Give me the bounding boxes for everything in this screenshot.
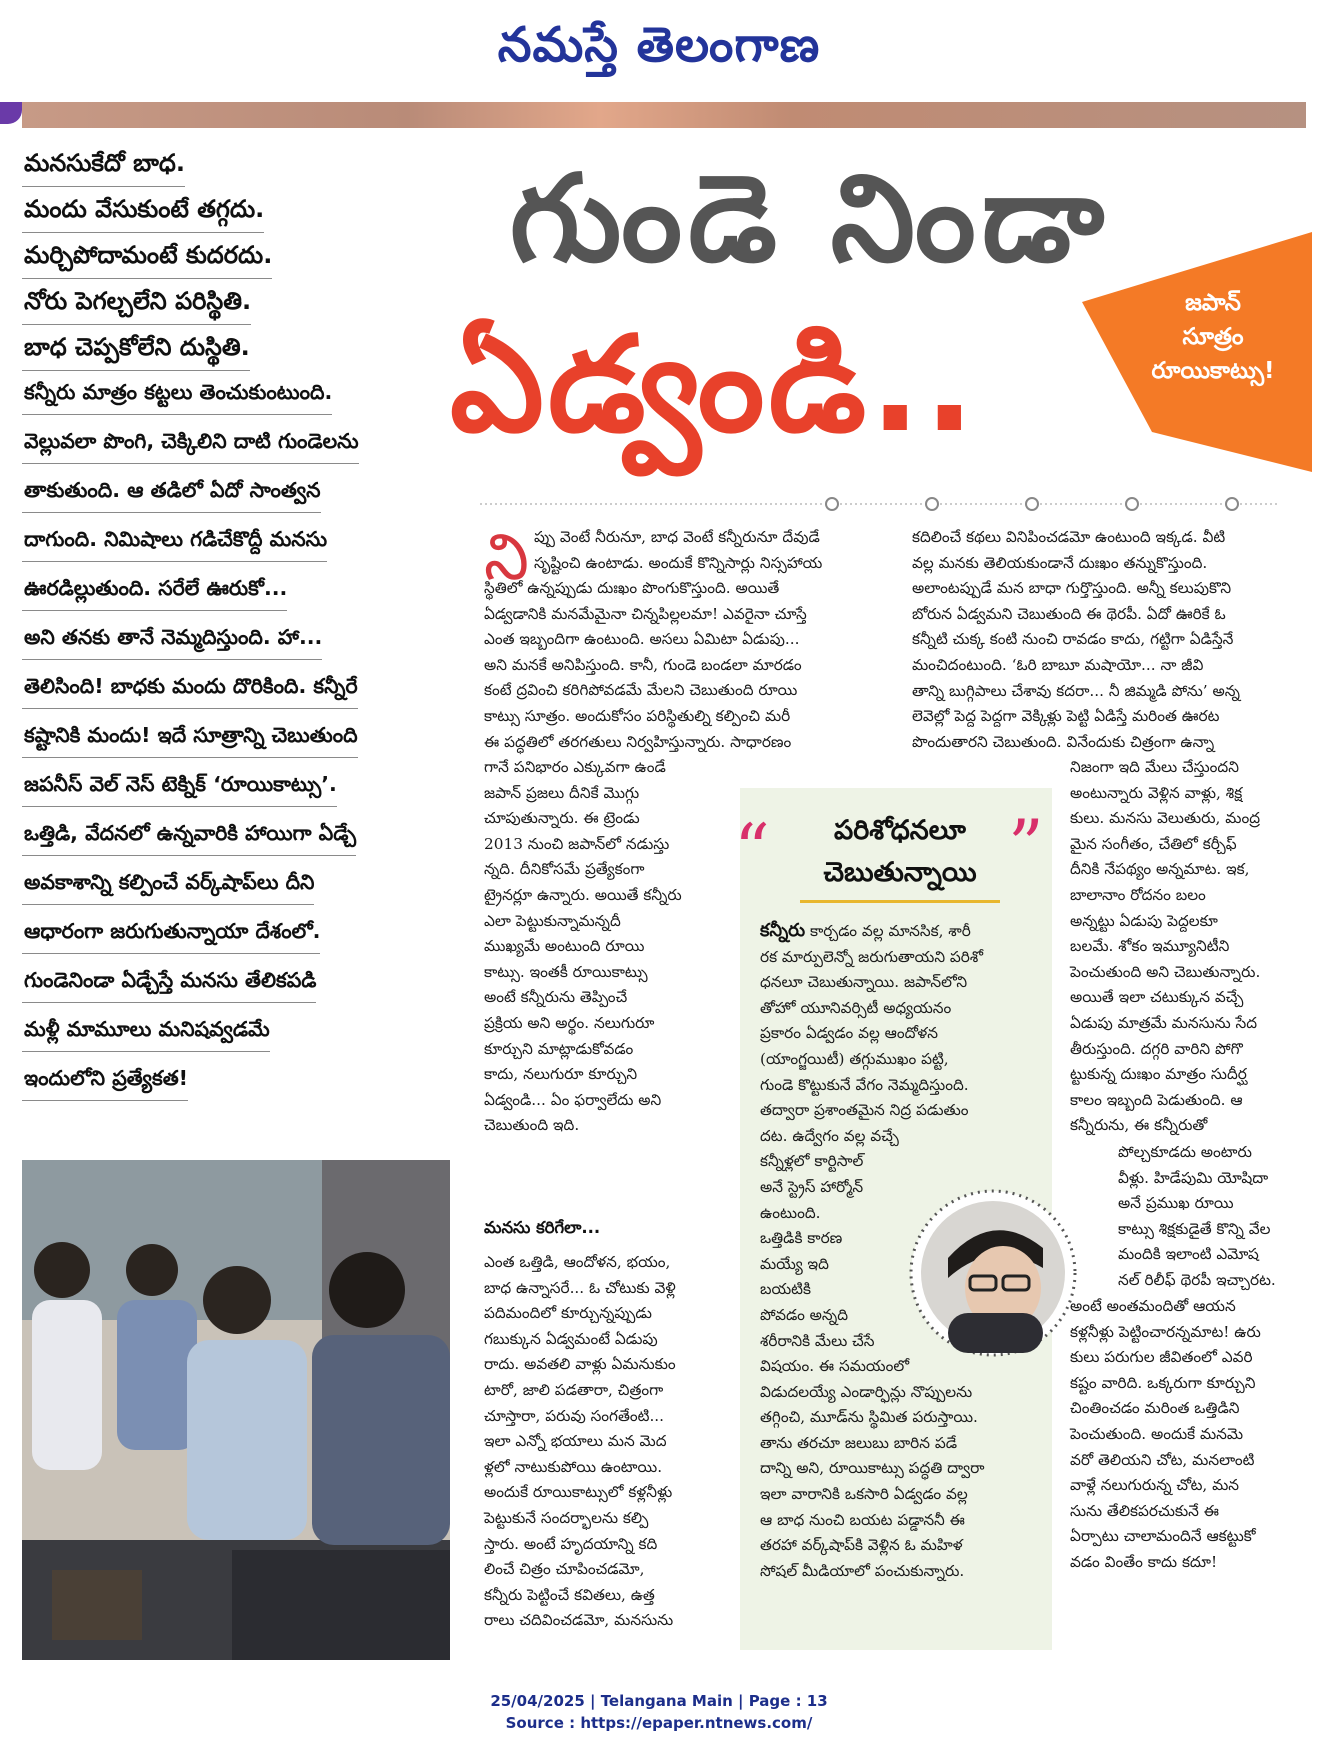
text-line: బాధ ఉన్నాసరే... ఓ చోటుకు వెళ్లి xyxy=(484,1278,676,1297)
text-line: (యాంగ్జయిటీ) తగ్గుముఖం పట్టి, xyxy=(760,1049,949,1068)
text-line: మయ్యే ఇది xyxy=(760,1254,829,1273)
intro-line: తెలిసింది! బాధకు మందు దొరికింది. కన్నీరే xyxy=(22,666,358,709)
text-line: స్థితిలో ఉన్నప్పుడు దుఃఖం పొంగుకొస్తుంది. అయితే xyxy=(484,579,780,597)
text-line: సును తేలికపరచుకునే ఈ xyxy=(1070,1501,1219,1520)
body-paragraph xyxy=(484,576,807,755)
text-line: చెబుతుంది ఇది. xyxy=(484,1116,580,1135)
section-subhead: మనసు కరిగేలా... xyxy=(484,1218,601,1237)
text-line: గుండె కొట్టుకునే వేగం నెమ్మదిస్తుంది. xyxy=(760,1075,969,1094)
text-line: అంటే అంతమందితో ఆయన xyxy=(1070,1297,1236,1315)
text-line: ఒత్తిడికి కారణ xyxy=(760,1229,843,1248)
text-line: పోల్చకూడదు అంటారు xyxy=(1118,1143,1252,1161)
intro-line: ఆధారంగా జరుగుతున్నాయా దేశంలో. xyxy=(22,911,320,954)
intro-line: బాధ చెప్పకోలేని దుస్థితి. xyxy=(22,326,250,371)
text-line: ఉంటుంది. xyxy=(760,1203,821,1222)
text-line xyxy=(760,918,984,945)
text-line: కూర్చుని మాట్లాడుకోవడం xyxy=(484,1039,634,1058)
text-line: కన్నీరును, ఈ కన్నీరుతో xyxy=(1070,1116,1208,1135)
text-line: అని మనకే అనిపిస్తుంది. కానీ, గుండె బండలా మారడం xyxy=(484,655,802,674)
text-line: విషయం. ఈ సమయంలో xyxy=(760,1357,910,1376)
text-line: కష్టం వారిది. ఒక్కరుగా కూర్చుని xyxy=(1070,1373,1256,1392)
text-line: అనే ప్రముఖ రూయి xyxy=(1118,1194,1234,1213)
body-paragraph xyxy=(1070,1294,1261,1576)
text-line: దీనికి నేపథ్యం అన్నమాట. ఇక, xyxy=(1070,860,1250,879)
text-line: కన్నీళ్లలో కార్టిసాల్ xyxy=(760,1152,864,1171)
intro-line: కష్టానికి మందు! ఇదే సూత్రాన్ని చెబుతుంది xyxy=(22,715,358,758)
text-fragment: కార్చడం వల్ల మానసిక, శారీ xyxy=(809,922,971,940)
text-line: ట్రైనర్లూ ఉన్నారు. అయితే కన్నీరు xyxy=(484,885,682,904)
badge-text xyxy=(1128,286,1298,388)
page-footer xyxy=(0,1690,1318,1734)
body-paragraph xyxy=(484,755,682,1139)
text-line: విడుదలయ్యే ఎండార్ఫిన్లు నొప్పులను xyxy=(760,1382,973,1401)
text-line: తాన్ని బుగ్గిపాలు చేశావు కదరా... నీ జిమ్మడి పోను’ అన్న xyxy=(912,681,1240,700)
text-line: ళ్లలో నాటుకుపోయి ఉంటాయి. xyxy=(484,1457,663,1476)
text-line: చూస్తారా, పరువు సంగతేంటి... xyxy=(484,1406,665,1425)
body-paragraph xyxy=(1118,1140,1276,1294)
text-line: పెట్టుకునే సందర్భాలను కల్పి xyxy=(484,1508,649,1527)
intro-line: అని తనకు తానే నెమ్మదిస్తుంది. హా... xyxy=(22,617,322,660)
text-line: రక మార్పులెన్నో జరుగుతాయని పరిశో xyxy=(760,947,984,966)
text-line: లించే చిత్రం చూపించడమో, xyxy=(484,1560,645,1579)
text-line: కాట్సు సూత్రం. అందుకోసం పరిస్థితుల్ని కల్పించి మరీ xyxy=(484,706,791,725)
box-title-line: పరిశోధనలూ xyxy=(834,815,966,846)
text-line: ధనలూ చెబుతున్నాయి. జపాన్‌లోని xyxy=(760,973,968,992)
intro-line: గుండెనిండా ఏడ్చేస్తే మనసు తేలికపడి xyxy=(22,960,316,1003)
headline-line-1: గుండె నిండా xyxy=(509,150,1111,289)
text-line: కళ్లనీళ్లు పెట్టించారన్నమాట! ఉరు xyxy=(1070,1322,1261,1341)
headline-line-2: ఏడ్వండి.. xyxy=(450,308,979,462)
text-line: తగ్గించి, మూడ్‌ను స్థిమిత పరుస్తాయి. xyxy=(760,1408,978,1427)
text-line: కన్నీటి చుక్క కంటి నుంచి రావడం కాదు, గట్టిగా ఏడిస్తేనే xyxy=(912,630,1234,649)
text-line: తోహో యూనివర్సిటీ అధ్యయనం xyxy=(760,998,952,1017)
box-lead-word: కన్నీరు xyxy=(760,920,806,941)
text-line: ప్పు వెంటే నీరునూ, బాధ వెంటే కన్నీరునూ దేవుడే xyxy=(534,528,820,546)
open-quote-icon: “ xyxy=(734,809,770,891)
text-line: వాళ్లే నలుగురున్న చోట, మన xyxy=(1070,1476,1240,1495)
intro-line: ఊరడిల్లుతుంది. సరేలే ఊరుకో... xyxy=(22,568,287,611)
text-line: శరీరానికి మేలు చేసే xyxy=(760,1331,875,1350)
banner-corner xyxy=(0,102,22,124)
text-line: మైన సంగీతం, చేతిలో కర్చీఫ్ xyxy=(1070,834,1237,853)
text-line: రాలు చదివించడమో, మనసును xyxy=(484,1611,674,1630)
text-line: సృష్టించి ఉంటాడు. అందుకే కొన్నిసార్లు నిస్సహాయ xyxy=(534,553,823,572)
text-line: అన్నట్టు ఏడుపు పెద్దలకూ xyxy=(1070,911,1218,930)
intro-line: మందు వేసుకుంటే తగ్గదు. xyxy=(22,188,264,233)
intro-line: అవకాశాన్ని కల్పించే వర్క్‌షాప్‌లు దీని xyxy=(22,862,314,905)
text-line: బలమే. శోకం ఇమ్యూనిటీని xyxy=(1070,937,1230,956)
text-line: ఎంత ఇబ్బందిగా ఉంటుంది. అసలు ఏమిటా ఏడుపు... xyxy=(484,630,800,649)
text-line: అయితే ఇలా చటుక్కున వచ్చే xyxy=(1070,988,1244,1007)
body-paragraph xyxy=(912,525,1240,755)
badge-line: జపాన్ xyxy=(1185,290,1241,316)
intro-line: మర్చిపోదామంటే కుదరదు. xyxy=(22,234,272,279)
text-line: కన్నీరు పెట్టించే కవితలు, ఉత్త xyxy=(484,1585,655,1604)
text-line: లెవెల్లో పెద్ద పెద్దగా వెక్కిళ్లు పెట్టి ఏడిస్తే మరింత ఊరట xyxy=(912,707,1220,726)
text-line: వరో తెలియని చోట, మనలాంటి xyxy=(1070,1450,1255,1469)
intro-line: మళ్లీ మామూలు మనిషవ్వడమే xyxy=(22,1009,270,1052)
text-line: ఆ బాధ నుంచి బయట పడ్డాననీ ఈ xyxy=(760,1510,965,1529)
text-line: ప్రక్రియ అని అర్థం. నలుగురూ xyxy=(484,1013,655,1032)
text-line: ఏడ్వండి... ఏం ఫర్వాలేదు అని xyxy=(484,1090,662,1109)
masthead-logo: నమస్తే తెలంగాణ xyxy=(497,17,821,73)
text-line: వల్ల మనకు తెలియకుండానే దుఃఖం తన్నుకొస్తుంది. xyxy=(912,553,1208,572)
text-line: మంచిదంటుంది. ‘ఓరి బాబూ మషాయో... నా జీవి xyxy=(912,655,1204,674)
text-line: ట్టుకున్న దుఃఖం మాత్రం సుదీర్ఘ xyxy=(1070,1065,1247,1084)
portrait-photo xyxy=(908,1188,1078,1358)
text-line: అంటున్నారు వెళ్లిన వాళ్లు, శిక్ష xyxy=(1070,783,1243,802)
box-title xyxy=(800,810,1000,894)
intro-line: మనసుకేదో బాధ. xyxy=(22,142,185,187)
text-line: కాట్సు శిక్షకుడైతే కొన్ని వేల xyxy=(1118,1219,1271,1238)
text-line: ఎంత ఒత్తిడి, ఆందోళన, భయం, xyxy=(484,1253,671,1271)
body-paragraph xyxy=(534,525,822,576)
text-line: ముఖ్యమే అంటుంది రూయి xyxy=(484,937,645,956)
text-line: దట. ఉద్వేగం వల్ల వచ్చే xyxy=(760,1126,899,1145)
dotted-separator xyxy=(480,496,1280,512)
intro-line: ఇందులోని ప్రత్యేకత! xyxy=(22,1058,188,1101)
text-line: న్నది. దీనికోసమే ప్రత్యేకంగా xyxy=(484,860,645,879)
text-line: స్తారు. అంటే హృదయాన్ని కది xyxy=(484,1534,658,1553)
intro-line: ఒత్తిడి, వేదనలో ఉన్నవారికి హాయిగా ఏడ్చే xyxy=(22,813,356,856)
text-line: అందుకే రూయికాట్సులో కళ్లనీళ్లు xyxy=(484,1483,673,1502)
text-line: పెంచుతుంది. అందుకే మనమె xyxy=(1070,1424,1244,1443)
intro-line: తాకుతుంది. ఆ తడిలో ఏదో సాంత్వన xyxy=(22,470,321,513)
text-line: చింతించడం మరింత ఒత్తిడిని xyxy=(1070,1399,1240,1418)
text-line: కదిలించే కథలు వినిపించడమో ఉంటుంది ఇక్కడ. వీటి xyxy=(912,528,1226,546)
text-line: బయటికి xyxy=(760,1280,811,1299)
text-line: ఇలా ఎన్నో భయాలు మన మెద xyxy=(484,1432,667,1451)
text-line: తాను తరచూ జలుబు బారిన పడే xyxy=(760,1433,958,1452)
drop-cap: ని xyxy=(484,521,529,595)
body-paragraph xyxy=(484,1250,676,1634)
text-line: కాలం ఇబ్బంది పెడుతుంది. ఆ xyxy=(1070,1090,1243,1109)
text-line: ఏర్పాటు చాలామందినే ఆకట్టుకో xyxy=(1070,1527,1256,1546)
text-line: జపాన్ ప్రజలు దీనికే మొగ్గు xyxy=(484,783,640,802)
text-line: తీరుస్తుంది. దగ్గరి వారిని పోగొ xyxy=(1070,1039,1243,1058)
intro-line: కన్నీరు మాత్రం కట్టలు తెంచుకుంటుంది. xyxy=(22,372,332,415)
workshop-photo xyxy=(22,1160,450,1660)
text-line: తరహా వర్క్‌షాప్‌కి వెళ్లిన ఓ మహిళ xyxy=(760,1536,963,1555)
intro-line: జపనీస్ వెల్ నెస్ టెక్నిక్ ‘రూయికాట్సు’. xyxy=(22,764,337,807)
text-line: బోరున ఏడ్వమని చెబుతుంది ఈ థెరపీ. ఏదో ఊరికే ఓ xyxy=(912,604,1226,623)
text-line: ఏడ్వడానికి మనమేమైనా చిన్నపిల్లలమా! ఎవరైనా చూస్తే xyxy=(484,604,807,623)
text-line: అంటే కన్నీరును తెప్పించే xyxy=(484,988,628,1007)
text-line: పదిమందిలో కూర్చున్నప్పుడు xyxy=(484,1304,652,1323)
text-line: ఈ పద్ధతిలో తరగతులు నిర్వహిస్తున్నారు. సాధారణం xyxy=(484,732,792,751)
text-line: గబుక్కున ఏడ్వమంటే ఏడుపు xyxy=(484,1329,658,1348)
text-line: చూపుతున్నారు. ఈ ట్రెండు xyxy=(484,809,640,828)
footer-source-link[interactable]: Source : https://epaper.ntnews.com/ xyxy=(505,1714,813,1732)
text-line: కులు పరుగుల జీవితంలో ఎవరి xyxy=(1070,1348,1253,1367)
close-quote-icon: ” xyxy=(1008,805,1044,887)
text-line: టారో, జాలి పడతారా, చిత్రంగా xyxy=(484,1380,664,1399)
text-line: ఏడుపు మాత్రమే మనసును సేద xyxy=(1070,1013,1258,1032)
intro-line: దాగుంది. నిమిషాలు గడిచేకొద్దీ మనసు xyxy=(22,519,327,562)
text-line: కంటే ద్రవించి కరిగిపోవడమే మేలని చెబుతుంది రూయి xyxy=(484,681,798,700)
text-line: ప్రకారం ఏడ్వడం వల్ల ఆందోళన xyxy=(760,1024,938,1043)
box-title-line: చెబుతున్నాయి xyxy=(823,857,977,888)
text-line: వీళ్లు. హిడేపుమి యోషిదా xyxy=(1118,1168,1269,1187)
text-line: బాలానాం రోదనం బలం xyxy=(1070,885,1206,904)
intro-line: వెల్లువలా పొంగి, చెక్కిలిని దాటి గుండెలను xyxy=(22,421,359,464)
badge-line: రూయికాట్సు! xyxy=(1151,358,1275,384)
body-paragraph xyxy=(1070,755,1260,1139)
text-line: పెంచుతుంది అని చెబుతున్నారు. xyxy=(1070,962,1261,981)
text-line: అలాంటప్పుడే మన బాధా గుర్తొస్తుంది. అన్నీ కలుపుకొని xyxy=(912,579,1232,598)
text-line: పొందుతారని చెబుతుంది. వినేందుకు చిత్రంగా ఉన్నా xyxy=(912,732,1215,751)
text-line: వడం వింతేం కాదు కదూ! xyxy=(1070,1552,1218,1571)
header-photo-strip xyxy=(22,102,1306,128)
text-line: మందికి ఇలాంటి ఎమోష xyxy=(1118,1245,1259,1264)
text-line: నల్ రిలీఫ్ థెరపీ ఇచ్చారట. xyxy=(1118,1270,1276,1289)
text-line: దాన్ని అని, రూయికాట్సు పద్ధతి ద్వారా xyxy=(760,1459,985,1478)
text-line: కాదు, నలుగురూ కూర్చుని xyxy=(484,1065,638,1084)
text-line: నిజంగా ఇది మేలు చేస్తుందని xyxy=(1070,758,1239,776)
text-line: అనే స్ట్రెస్ హార్మోన్ xyxy=(760,1177,864,1196)
text-line: ఇలా వారానికి ఒకసారి ఏడ్వడం వల్ల xyxy=(760,1485,968,1504)
text-line: ఎలా పెట్టుకున్నామన్నదీ xyxy=(484,911,621,930)
text-line: రాదు. అవతలి వాళ్లు ఏమనుకుం xyxy=(484,1355,676,1374)
footer-date-line: 25/04/2025 | Telangana Main | Page : 13 xyxy=(490,1692,828,1710)
text-line: పోవడం అన్నది xyxy=(760,1305,849,1324)
badge-line: సూత్రం xyxy=(1182,324,1244,350)
box-title-underline xyxy=(800,900,1000,903)
intro-line: నోరు పెగల్చలేని పరిస్థితి. xyxy=(22,280,251,325)
text-line: 2013 నుంచి జపాన్‌లో నడుస్తు xyxy=(484,834,670,853)
text-line: సోషల్ మీడియాలో పంచుకున్నారు. xyxy=(760,1561,965,1580)
text-line: గానే పనిభారం ఎక్కువగా ఉండే xyxy=(484,758,666,776)
text-line: తద్వారా ప్రశాంతమైన నిద్ర పడుతుం xyxy=(760,1101,969,1120)
text-line: కులు. మనసు వెలుతురు, మంద్ర xyxy=(1070,809,1260,828)
text-line: కాట్సు. ఇంతకీ రూయికాట్సు xyxy=(484,962,648,981)
